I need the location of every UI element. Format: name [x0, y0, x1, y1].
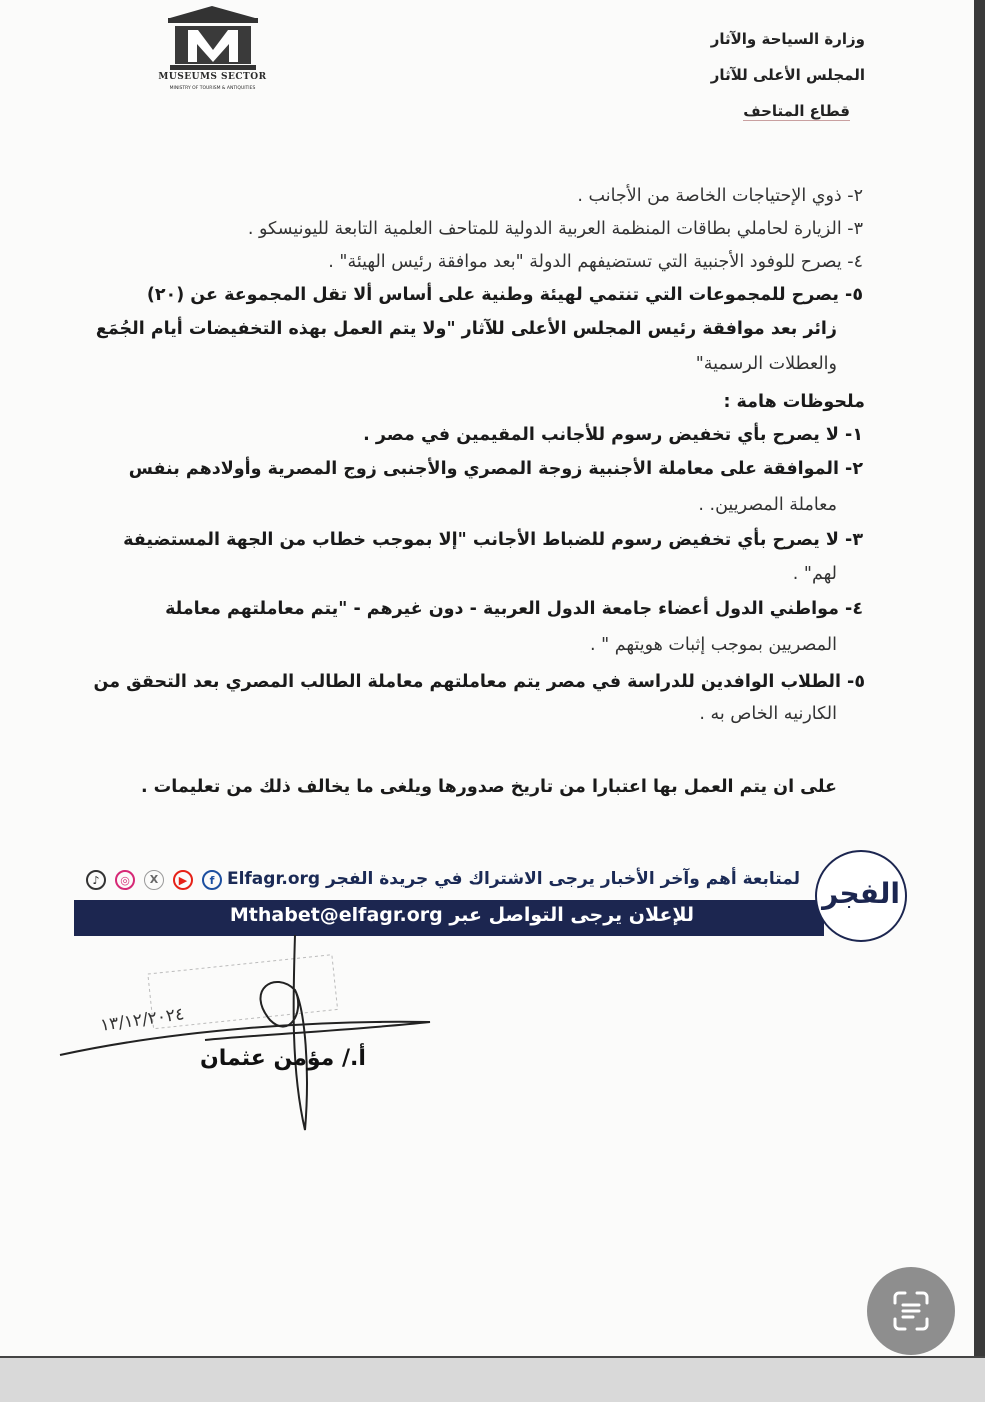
body-line: ٤- يصرح للوفود الأجنبية التي تستضيفهم الدولة "بعد موافقة رئيس الهيئة" . — [328, 252, 863, 272]
instagram-icon[interactable]: ◎ — [115, 870, 135, 890]
note-line: ١- لا يصرح بأي تخفيض رسوم للأجانب المقيمين في مصر . — [363, 425, 863, 445]
note-line: ٢- الموافقة على معاملة الأجنبية زوجة المصري والأجنبى زوج المصرية وأولادهم بنفس — [128, 459, 863, 479]
museums-sector-logo — [140, 4, 285, 99]
banner-follow-row — [80, 866, 800, 896]
elfagr-logo: الفجر — [815, 850, 907, 942]
facebook-icon[interactable]: f — [202, 870, 222, 890]
scan-edge-bottom — [0, 1356, 985, 1402]
note-line: الكارنيه الخاص به . — [699, 704, 837, 724]
note-line: المصريين بموجب إثبات هويتهم " . — [589, 635, 837, 655]
scan-text-button[interactable] — [867, 1267, 955, 1355]
signature-date: ١٣/١٢/٢٠٢٤ — [99, 1004, 186, 1036]
header-ministry: وزارة السياحة والآثار — [710, 30, 865, 48]
banner-ads-text[interactable]: للإعلان يرجى التواصل عبر Mthabet@elfagr.org — [229, 904, 694, 926]
banner-follow-text[interactable]: لمتابعة أهم وآخر الأخبار يرجى الاشتراك في جريدة الفجر Elfagr.org — [226, 869, 800, 889]
body-line: والعطلات الرسمية" — [695, 354, 837, 374]
header-council: المجلس الأعلى للآثار — [710, 66, 865, 84]
notes-heading: ملحوظات هامة : — [723, 392, 865, 412]
signature-stamp — [55, 930, 445, 1140]
youtube-icon[interactable]: ▶ — [173, 870, 193, 890]
temple-icon — [140, 4, 285, 72]
scan-text-icon — [867, 1267, 955, 1355]
note-line: ٤- مواطني الدول أعضاء جامعة الدول العربية - دون غيرهم - "يتم معاملتهم معاملة — [165, 599, 863, 619]
logo-title: MUSEUMS SECTOR — [158, 72, 267, 82]
header-sector: قطاع المتاحف — [743, 102, 850, 120]
closing-line: على ان يتم العمل بها اعتبارا من تاريخ صدورها ويلغى ما يخالف ذلك من تعليمات . — [140, 777, 837, 797]
note-line: ٣- لا يصرح بأي تخفيض رسوم للضباط الأجانب "إلا بموجب خطاب من الجهة المستضيفة — [123, 530, 863, 550]
note-line: لهم" . — [792, 564, 837, 584]
x-icon[interactable]: X — [144, 870, 164, 890]
signatory-name: أ./ مؤمن عثمان — [200, 1046, 366, 1071]
note-line: معاملة المصريين. . — [698, 495, 837, 515]
body-line: ٣- الزيارة لحاملي بطاقات المنظمة العربية الدولية للمتاحف العلمية التابعة لليونيسكو . — [247, 219, 863, 239]
tiktok-icon[interactable]: ♪ — [86, 870, 106, 890]
logo-subtitle: MINISTRY OF TOURISM & ANTIQUITIES — [169, 86, 256, 91]
note-line: ٥- الطلاب الوافدين للدراسة في مصر يتم معاملتهم معاملة الطالب المصري بعد التحقق من — [93, 672, 865, 692]
scan-edge — [974, 0, 985, 1400]
body-line: ٥- يصرح للمجموعات التي تنتمي لهيئة وطنية على أساس ألا تقل المجموعة عن (٢٠) — [146, 285, 863, 305]
body-line: زائر بعد موافقة رئيس المجلس الأعلى للآثار "ولا يتم العمل بهذه التخفيضات أيام الجُمَع — [95, 319, 837, 339]
body-line: ٢- ذوي الإحتياجات الخاصة من الأجانب . — [577, 186, 863, 206]
